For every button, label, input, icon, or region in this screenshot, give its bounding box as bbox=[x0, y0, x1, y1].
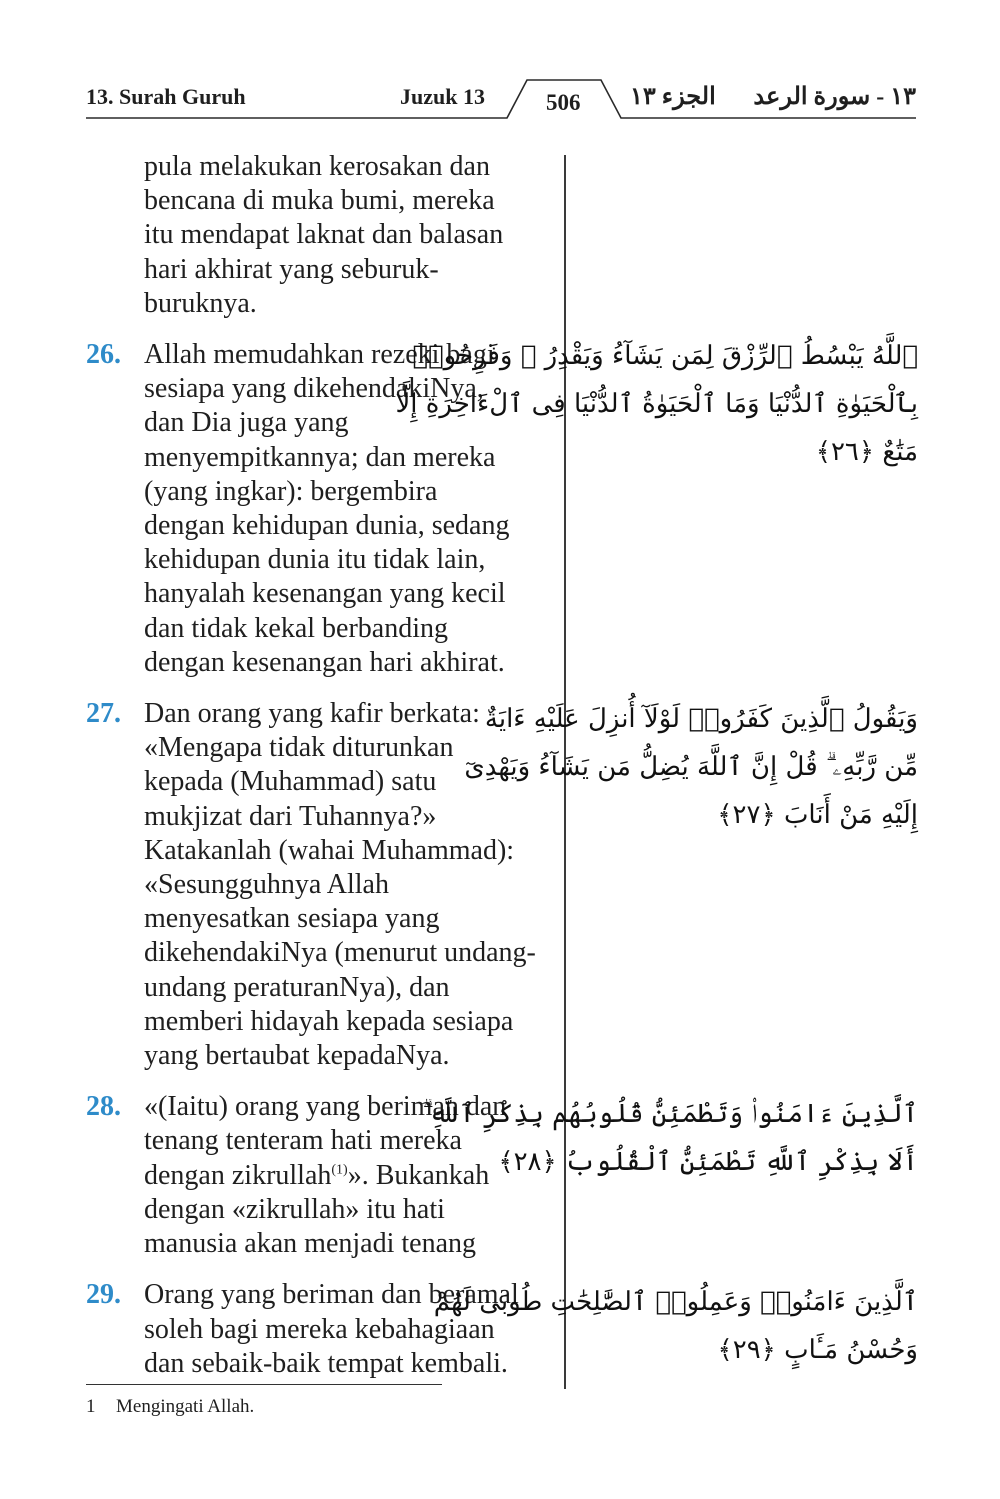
page-header bbox=[0, 0, 1000, 130]
arabic-line: وَحُسْنُ مَـَٔابٍ ﴿٢٩﴾ bbox=[717, 1335, 918, 1365]
verse-number: 27. bbox=[86, 698, 121, 730]
juzuk-label: Juzuk 13 bbox=[400, 84, 485, 109]
text-segment: ». Bukankah bbox=[347, 1159, 490, 1191]
footnote-rule bbox=[86, 1384, 442, 1385]
arabic-line: مَتَٰعٌ ﴿٢٦﴾ bbox=[815, 437, 918, 467]
arabic-verse-26 bbox=[395, 332, 918, 476]
arabic-line: ٱللَّهُ يَبْسُطُ ٱلرِّزْقَ لِمَن يَشَآءُ وَيَقْدِرُ ۚ وَفَرِحُوا۟ bbox=[412, 341, 918, 371]
text-line: memberi hidayah kepada sesiapa bbox=[144, 1005, 514, 1037]
text-line: (yang ingkar): bergembira bbox=[144, 475, 438, 507]
footnote-number: 1 bbox=[86, 1396, 96, 1417]
arabic-line: أَلَا بِذِكْرِ ٱللَّهِ تَطْمَئِنُّ ٱلْقُلُوبُ ﴿٢٨﴾ bbox=[498, 1147, 918, 1177]
verse-number: 29. bbox=[86, 1279, 121, 1311]
text-line: «Mengapa tidak diturunkan bbox=[144, 732, 454, 764]
text-line: undang peraturanNya), dan bbox=[144, 971, 450, 1003]
arabic-line: وَيَقُولُ ٱلَّذِينَ كَفَرُوا۟ لَوْلَآ أُنزِلَ عَلَيْهِ ءَايَةٌ bbox=[484, 704, 918, 734]
footnote-text: Mengingati Allah. bbox=[116, 1396, 255, 1417]
text-line: itu mendapat laknat dan balasan bbox=[144, 219, 504, 251]
text-line: tenang tenteram hati mereka bbox=[144, 1125, 462, 1157]
text-line: bencana di muka bumi, mereka bbox=[144, 185, 495, 217]
text-line: Dan orang yang kafir berkata: bbox=[144, 698, 480, 730]
continuation-paragraph bbox=[86, 150, 556, 321]
text-line: menyesatkan sesiapa yang bbox=[144, 903, 440, 935]
arabic-verse-28 bbox=[422, 1090, 918, 1186]
text-line: dengan «zikrullah» itu hati bbox=[144, 1193, 445, 1225]
text-line: buruknya. bbox=[144, 287, 257, 319]
text-line: manusia akan menjadi tenang bbox=[144, 1228, 476, 1260]
text-line: hanyalah kesenangan yang kecil bbox=[144, 578, 506, 610]
arabic-line: بِٱلْحَيَوٰةِ ٱلدُّنْيَا وَمَا ٱلْحَيَوٰةُ ٱلدُّنْيَا فِى ٱلْءَاخِرَةِ إِلَّا bbox=[395, 389, 918, 419]
text-line: Katakanlah (wahai Muhammad): bbox=[144, 834, 515, 866]
surah-arabic: ١٣ - سورة الرعد bbox=[753, 84, 916, 110]
arabic-verse-27 bbox=[464, 695, 918, 839]
text-line: dengan kehidupan dunia, sedang bbox=[144, 510, 510, 542]
arabic-line: ٱلَّذِينَ ءَامَنُوا۟ وَتَطْمَئِنُّ قُلُوبُهُم بِذِكْرِ ٱللَّهِ ۗ bbox=[422, 1099, 918, 1129]
text-line: dan Dia juga yang bbox=[144, 407, 349, 439]
text-line: kehidupan dunia itu tidak lain, bbox=[144, 544, 486, 576]
page-number: 506 bbox=[546, 90, 581, 115]
text-line: pula melakukan kerosakan dan bbox=[144, 151, 490, 182]
footnote bbox=[86, 1396, 254, 1418]
text-line: dan sebaik-baik tempat kembali. bbox=[144, 1347, 508, 1379]
text-line: «Sesungguhnya Allah bbox=[144, 869, 389, 901]
text-line: kepada (Muhammad) satu bbox=[144, 766, 437, 798]
surah-title: 13. Surah Guruh bbox=[86, 84, 246, 109]
text-line: Allah memudahkan rezeki bagi bbox=[144, 339, 495, 371]
text-segment: dengan zikrullah bbox=[144, 1159, 332, 1191]
arabic-verse-29 bbox=[433, 1278, 918, 1374]
verse-number: 28. bbox=[86, 1091, 121, 1123]
text-line: dan tidak kekal berbanding bbox=[144, 612, 449, 644]
text-line: dikehendakiNya (menurut undang- bbox=[144, 937, 536, 969]
text-line: menyempitkannya; dan mereka bbox=[144, 441, 496, 473]
arabic-line: مِّن رَّبِّهِۦ ۗ قُلْ إِنَّ ٱللَّهَ يُضِلُّ مَن يَشَآءُ وَيَهْدِىٓ bbox=[464, 752, 918, 782]
arabic-line: إِلَيْهِ مَنْ أَنَابَ ﴿٢٧﴾ bbox=[717, 800, 918, 830]
text-line: mukjizat dari Tuhannya?» bbox=[144, 800, 437, 832]
arabic-line: ٱلَّذِينَ ءَامَنُوا۟ وَعَمِلُوا۟ ٱلصَّٰلِحَٰتِ طُوبَىٰ لَهُمْ bbox=[433, 1287, 918, 1317]
verse-number: 26. bbox=[86, 339, 121, 371]
juz-arabic: الجزء ١٣ bbox=[630, 84, 716, 110]
text-line: sesiapa yang dikehendakiNya, bbox=[144, 373, 484, 405]
text-line: Orang yang beriman dan beramal bbox=[144, 1279, 519, 1311]
footnote-ref[interactable]: (1) bbox=[331, 1162, 348, 1178]
text-line: hari akhirat yang seburuk- bbox=[144, 253, 439, 285]
text-line bbox=[144, 1159, 556, 1193]
text-line: «(Iaitu) orang yang beriman dan bbox=[144, 1091, 507, 1123]
text-line: yang bertaubat kepadaNya. bbox=[144, 1040, 450, 1072]
text-line: soleh bagi mereka kebahagiaan bbox=[144, 1313, 495, 1345]
text-line: dengan kesenangan hari akhirat. bbox=[144, 646, 505, 678]
